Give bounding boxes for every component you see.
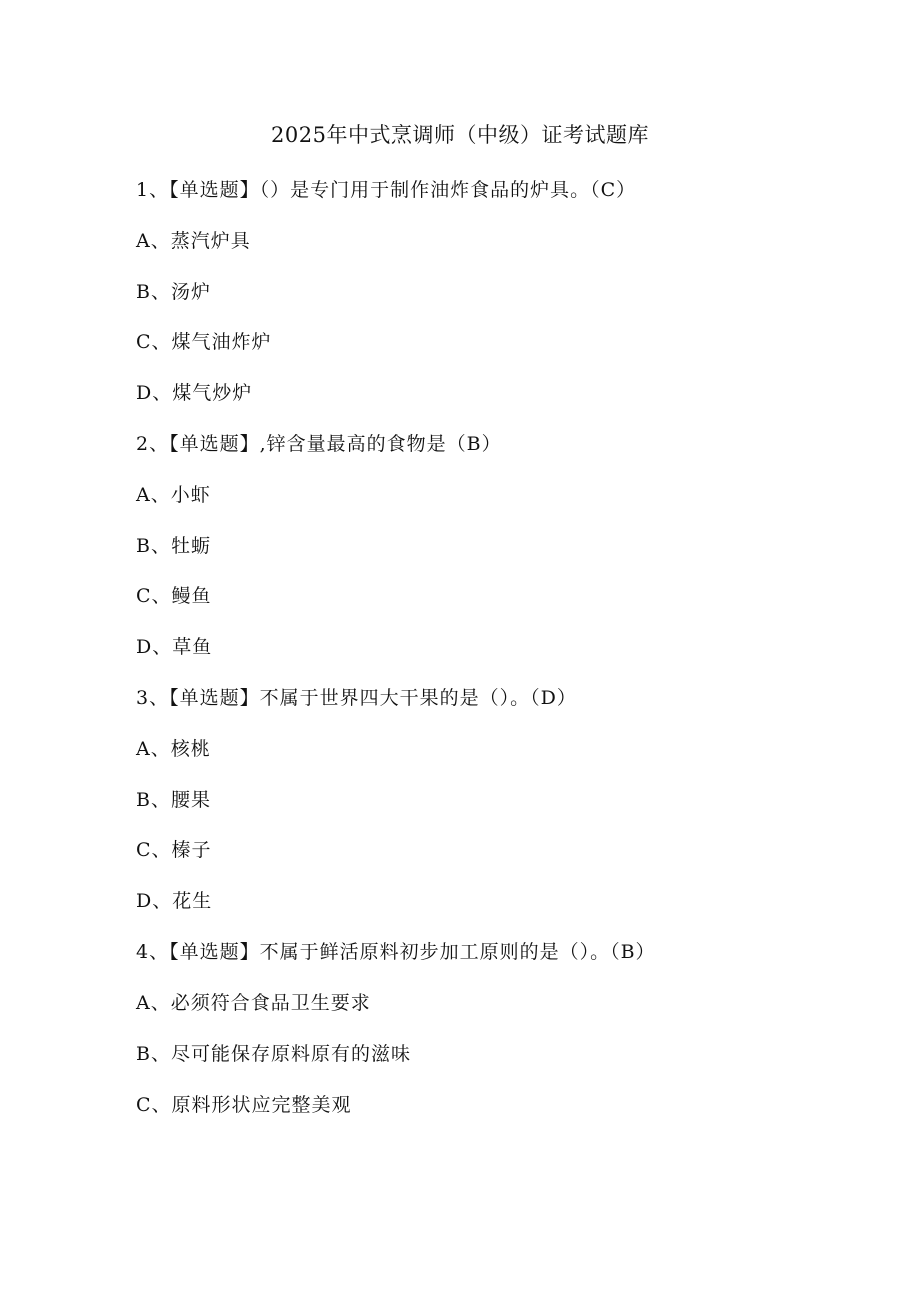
question-3-option-c: C、榛子 — [136, 839, 212, 861]
question-4-option-c: C、原料形状应完整美观 — [136, 1094, 352, 1116]
question-4-stem: 4、【单选题】不属于鲜活原料初步加工原则的是（）。（B） — [136, 941, 656, 963]
question-2-option-d: D、草鱼 — [136, 636, 213, 658]
document-title: 2025年中式烹调师（中级）证考试题库 — [271, 123, 649, 147]
question-4-option-a: A、必须符合食品卫生要求 — [136, 992, 371, 1014]
question-1-option-a: A、蒸汽炉具 — [136, 230, 251, 252]
question-1-option-b: B、汤炉 — [136, 281, 211, 303]
question-4-option-b: B、尽可能保存原料原有的滋味 — [136, 1043, 411, 1065]
question-2-stem: 2、【单选题】,锌含量最高的食物是（B） — [136, 433, 502, 455]
question-2-option-c: C、鳗鱼 — [136, 585, 212, 607]
question-1-option-d: D、煤气炒炉 — [136, 382, 253, 404]
question-1-stem: 1、【单选题】（）是专门用于制作油炸食品的炉具。（C） — [136, 179, 637, 201]
question-3-option-d: D、花生 — [136, 890, 213, 912]
question-3-stem: 3、【单选题】不属于世界四大干果的是（）。（D） — [136, 687, 577, 709]
question-2-option-b: B、牡蛎 — [136, 535, 211, 557]
question-1-option-c: C、煤气油炸炉 — [136, 331, 272, 353]
question-3-option-a: A、核桃 — [136, 738, 211, 760]
question-3-option-b: B、腰果 — [136, 789, 211, 811]
question-2-option-a: A、小虾 — [136, 484, 211, 506]
